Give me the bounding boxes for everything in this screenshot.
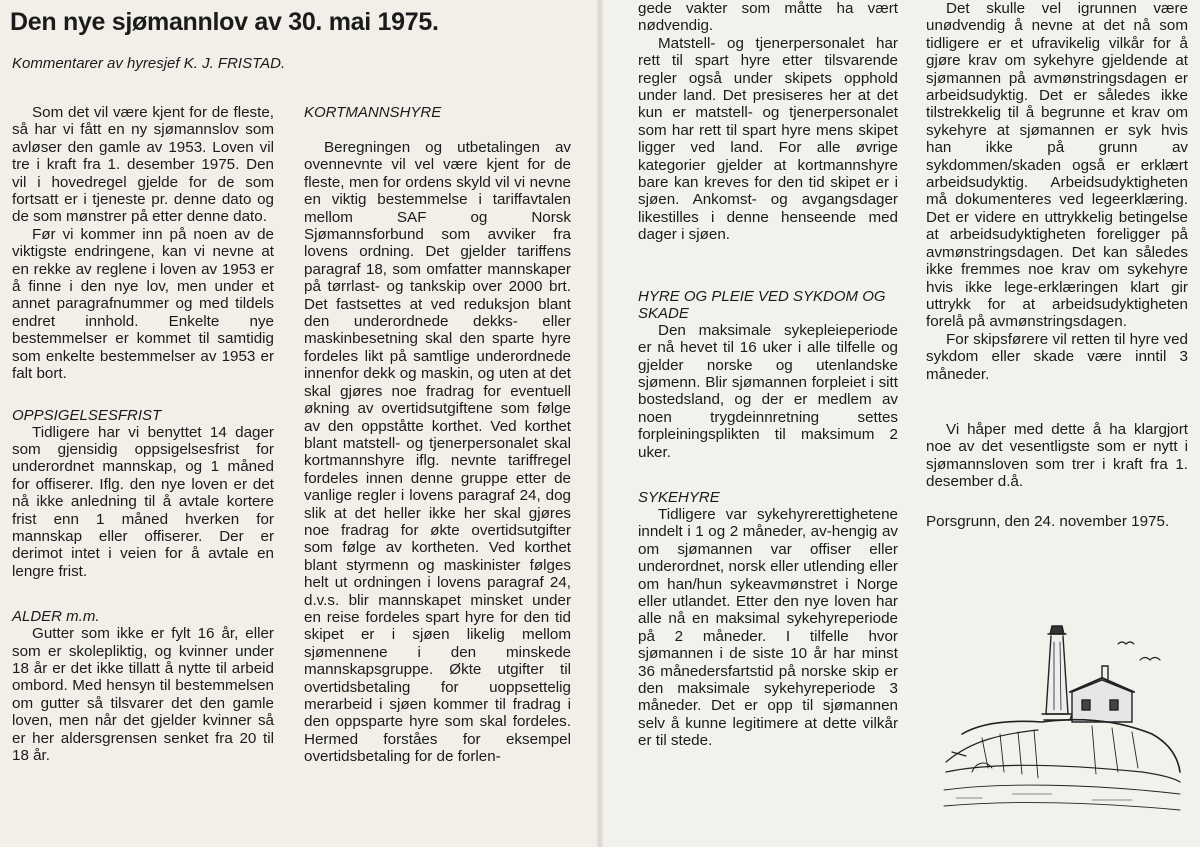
paragraph: Den maksimale sykepleieperiode er nå hevet til 16 uker i alle tilfelle og gjelder norske og utenlandske sjømenn. Blir sjømannen forpleiet i sitt bostedsland, og der er medlem av noen trygdeinnretning settes forpleiningsplikten til maksimum 2 uker. [638,321,898,461]
section-heading-kortmannshyre: KORTMANNSHYRE [304,104,442,121]
lighthouse-sketch-icon [942,622,1182,817]
paragraph: Matstell- og tjenerpersonalet har rett til spart hyre etter tilsvarende regler også under skipets opphold under land. Det presiseres her at det kun er matstell- og tjenerpersonalet som har rett til spart hyre mens skipet ligger ved land. For alle øvrige kategorier gjelder at kortmannshyre bare kan kreves for den tid skipet er i sjøen. Ankomst- og avgangsdager likestilles i denne henseende med dager i sjøen. [638,34,898,244]
paragraph: Tidligere var sykehyrerettighetene inndelt i 1 og 2 måneder, av-hengig av om sjømannen var offiser eller underordnet, norsk eller utlending eller om han/hun sykeavmønstret i Norge eller utlandet. Etter den nye loven har alle nå en maksimal sykehyreperiode på 2 måneder. I tilfelle hvor sjømannen i de siste 10 år har minst 36 månedersfartstid på norske skip er den maksimale sykehyreperiode 3 måneder. Det er opp til sjømannen selv å kunne legitimere at dette vilkår er til stede. [638,505,898,750]
paragraph: Beregningen og utbetalingen av ovennevnte vil vel være kjent for de fleste, men for ordens skyld vil vi nevne en viktig bestemmelse i tariffavtalen mellom SAF og Norsk Sjømannsforbund som avviker fra lovens ordning. Det gjelder tariffens paragraf 18, som omfatter mannskaper på tørrlast- og tankskip over 2000 brt. Det fastsettes at ved reduksjon blant den underordnede dekks- eller maskinbesetning skal den sparte hyre fordeles likt på samtlige underordnede innenfor dekk og maskin, og uten at det skal gjøres noe fradrag for eventuell økning av overtidsutgiftene som følge av den oppståtte korthet. Ved korthet blant matstell- og tjenerpersonalet skal kortmannshyre iflg. nevnte tariffregel fordeles innen denne gruppe etter de vanlige regler i lovens paragraf 24, dog slik at det heller ikke her skal gjøres noe fradrag for økte overtidsutgifter som følge av kortheten. Ved korthet blant styrmenn og maskinister følges helt ut ordningen i lovens paragraf 24, d.v.s. blir mannskapet minsket under en reise fordeles spart hyre for den tid skipet er i sjøen likelig mellom sjømennene i den minskede mannskapsgruppe. Økte utgifter til overtidsbetaling for uoppsettelig merarbeid i sjøen kommer til fradrag i den oppsparte hyre som skal fordeles. Hermed forståes for eksempel overtidsbetaling for de forlen- [304,139,571,766]
section-heading-sykdom-skade: HYRE OG PLEIE VED SYKDOM OG SKADE [638,287,886,322]
paragraph: For skipsførere vil retten til hyre ved sykdom eller skade være inntil 3 måneder. [926,330,1188,383]
column-1 [12,104,274,764]
section-heading-alder: ALDER m.m. [12,608,100,626]
article-byline: Kommentarer av hyresjef K. J. FRISTAD. [12,55,286,72]
paragraph: Vi håper med dette å ha klargjort noe av det vesentligste som er nytt i sjømannsloven som trer i kraft fra 1. desember d.å. [926,420,1188,491]
signoff-date: Porsgrunn, den 24. november 1975. [926,512,1170,530]
column-3 [638,0,898,750]
paragraph: Gutter som ikke er fylt 16 år, eller som er skolepliktig, og kvinner under 18 år er det ikke tillatt å nytte til arbeid ombord. Med hensyn til bestemmelsen om gutter så tilsvarer det den gamle loven, men når det gjelder kvinner så er her aldersgrensen senket fra 20 til 18 år. [12,625,274,764]
paragraph: Som det vil være kjent for de fleste, så har vi fått en ny sjømannslov som avløser den gamle av 1953. Loven vil tre i kraft fra 1. desember 1975. Den vil i hovedregel gjelde for de som fortsatt er i tjeneste pr. denne dato og de som mønstrer på etter denne dato. [12,104,274,226]
column-2 [304,104,571,766]
section-heading-sykehyre: SYKEHYRE [638,488,720,506]
paragraph: Tidligere har vi benyttet 14 dager som gjensidig oppsigelsesfrist for underordnet mannskap, og 1 måned for offiserer. Iflg. den nye loven er det nå ikke anledning til å avtale kortere frist enn 1 måned hverken for mannskap eller offiserer. Der er derimot intet i veien for å avtale en lengre frist. [12,423,274,580]
paragraph: Det skulle vel igrunnen være unødvendig å nevne at det nå som tidligere er et ufravikelig vilkår for å gjøre krav om sykehyre gjeldende at sjømannen på avmønstringsdagen er arbeidsudyktig. Det er således ikke tilstrekkelig til å begrunne et krav om sykehyre at sjømannen er syk hvis han ikke på grunn av sykdommen/skaden også er erklært arbeidsudyktig. Arbeidsudyktigheten må dokumenteres ved legeerklæring. Det er videre en uttrykkelig betingelse at arbeidsudyktigheten foreligger på avmønstringsdagen. Det kan således ikke fremmes noe krav om sykehyre hvis ikke lege-erklæringen klart gir uttrykk for at arbeidsudyktigheten forelå på avmønstringsdagen. [926,0,1188,331]
column-4 [926,0,1188,530]
article-headline: Den nye sjømannlov av 30. mai 1975. [10,8,439,36]
paragraph: gede vakter som måtte ha vært nødvendig. [638,0,898,35]
section-heading-oppsigelsesfrist: OPPSIGELSESFRIST [12,406,162,424]
page-gutter [596,0,604,847]
paragraph: Før vi kommer inn på noen av de viktigste endringene, kan vi nevne at en rekke av reglene i loven av 1953 er å finne i den nye lov, men under et annet paragrafnummer og med tildels endret innhold. Enkelte nye bestemmelser er kommet til samtidig som enkelte bestemmelser av 1953 er falt bort. [12,225,274,383]
